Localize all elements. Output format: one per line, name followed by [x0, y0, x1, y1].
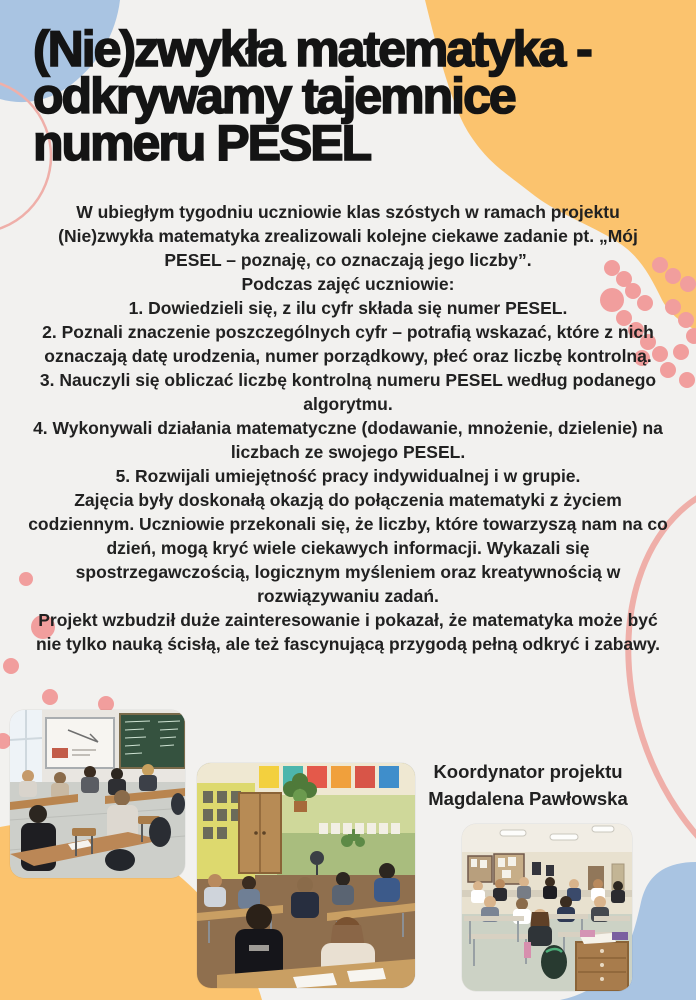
body-paragraph: Zajęcia były doskonałą okazją do połączenia matematyki z życiem codziennym. Uczniowie przekonali się, że liczby, które towarzyszą nam na co dzień, mogą kryć wiele ciekawych informacji. Wykazali się spostrzegawczością, logicznym myśleniem oraz kreatywnością w rozwiązywaniu zadań. [28, 490, 668, 606]
body-paragraph: 5. Rozwijali umiejętność pracy indywidualnej i w grupie. [115, 466, 581, 486]
coordinator-name: Magdalena Pawłowska [428, 788, 628, 809]
classroom-photo-1 [10, 710, 185, 878]
body-paragraph: 3. Nauczyli się obliczać liczbę kontrolną numeru PESEL według podanego algorytmu. [39, 370, 657, 414]
classroom-photo-3 [462, 824, 632, 991]
classroom-photo-2 [197, 763, 415, 988]
coordinator-signature [398, 758, 658, 812]
body-paragraph: 2. Poznali znaczenie poszczególnych cyfr – potrafią wskazać, które z nich oznaczają datę urodzenia, numer porządkowy, płeć oraz liczbę kontrolną. [42, 322, 654, 366]
body-text [28, 200, 668, 656]
title-line: odkrywamy tajemnice [33, 68, 515, 124]
body-paragraph: 1. Dowiedzieli się, z ilu cyfr składa się numer PESEL. [128, 298, 568, 318]
body-paragraph: Projekt wzbudził duże zainteresowanie i pokazał, że matematyka może być nie tylko nauką ścisłą, ale też fascynującą przygodą pełną odkryć i zabawy. [35, 610, 661, 654]
title-line: numeru PESEL [33, 115, 371, 171]
title-line: (Nie)zwykła matematyka - [33, 21, 591, 77]
body-paragraph: Podczas zajęć uczniowie: [241, 274, 455, 294]
body-paragraph: W ubiegłym tygodniu uczniowie klas szóstych w ramach projektu (Nie)zwykła matematyka zrealizowali kolejne ciekawe zadanie pt. „Mój PESEL – poznaję, co oznaczają jego liczby”. [58, 202, 638, 270]
body-paragraph: 4. Wykonywali działania matematyczne (dodawanie, mnożenie, dzielenie) na liczbach ze swojego PESEL. [33, 418, 663, 462]
coordinator-role: Koordynator projektu [433, 761, 623, 782]
page-title [33, 21, 683, 171]
